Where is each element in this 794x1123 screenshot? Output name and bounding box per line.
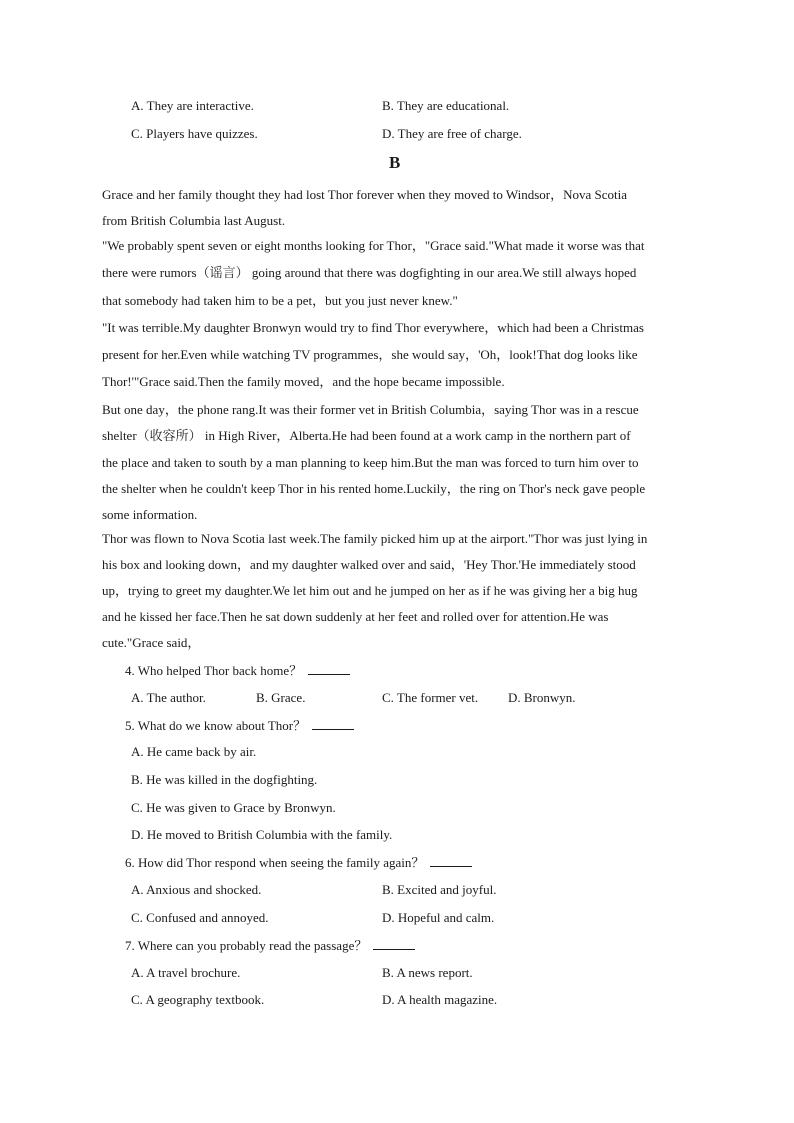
answer-blank[interactable] [312,717,354,730]
passage-line: the shelter when he couldn't keep Thor in his rented home.Luckily，the ring on Thor's neck gave people [102,481,646,496]
q6-option-a[interactable]: A. Anxious and shocked. [131,882,262,897]
q4-option-d[interactable]: D. Bronwyn. [508,690,576,705]
passage-line: "We probably spent seven or eight months looking for Thor，"Grace said."What made it worse was that [102,238,645,253]
passage-line: Thor was flown to Nova Scotia last week.The family picked him up at the airport."Thor was just lying in [102,531,648,546]
q4-option-b[interactable]: B. Grace. [256,690,306,705]
question-5-stem: 5. What do we know about Thor？ [125,718,307,733]
passage-line: that somebody had taken him to be a pet，but you just never knew." [102,293,458,308]
top-option-a: A. They are interactive. [131,98,254,113]
q5-option-d[interactable]: D. He moved to British Columbia with the family. [131,827,393,842]
passage-line: cute."Grace said， [102,635,201,650]
question-6 [125,854,472,871]
answer-blank[interactable] [308,662,350,675]
passage-line: up，trying to greet my daughter.We let him out and he jumped on her as if he was giving her a big hug [102,583,638,598]
q4-option-a[interactable]: A. The author. [131,690,206,705]
q7-option-d[interactable]: D. A health magazine. [382,992,498,1007]
passage-line: from British Columbia last August. [102,213,286,228]
q5-option-b[interactable]: B. He was killed in the dogfighting. [131,772,318,787]
answer-blank[interactable] [373,937,415,950]
q6-option-c[interactable]: C. Confused and annoyed. [131,910,269,925]
q6-option-b[interactable]: B. Excited and joyful. [382,882,497,897]
question-7-stem: 7. Where can you probably read the passage？ [125,938,368,953]
top-option-b: B. They are educational. [382,98,510,113]
passage-line: and he kissed her face.Then he sat down suddenly at her feet and rolled over for attention.He was [102,609,609,624]
q7-option-c[interactable]: C. A geography textbook. [131,992,265,1007]
passage-line: his box and looking down，and my daughter walked over and said，'Hey Thor.'He immediately stood [102,557,636,572]
q7-option-b[interactable]: B. A news report. [382,965,473,980]
answer-blank[interactable] [430,854,472,867]
question-4-stem: 4. Who helped Thor back home？ [125,663,303,678]
passage-line: some information. [102,507,198,522]
question-4 [125,662,350,679]
passage-line: Thor!'"Grace said.Then the family moved，and the hope became impossible. [102,374,505,389]
passage-line: shelter（收容所） in High River，Alberta.He had been found at a work camp in the northern part of [102,428,631,443]
question-7 [125,937,415,954]
q4-option-c[interactable]: C. The former vet. [382,690,479,705]
question-6-stem: 6. How did Thor respond when seeing the family again？ [125,855,425,870]
top-option-d: D. They are free of charge. [382,126,522,141]
passage-line: But one day，the phone rang.It was their former vet in British Columbia，saying Thor was in a rescue [102,402,639,417]
q6-option-d[interactable]: D. Hopeful and calm. [382,910,495,925]
q5-option-c[interactable]: C. He was given to Grace by Bronwyn. [131,800,336,815]
passage-line: the place and taken to south by a man planning to keep him.But the man was forced to turn him over to [102,455,639,470]
top-option-c: C. Players have quizzes. [131,126,258,141]
q7-option-a[interactable]: A. A travel brochure. [131,965,241,980]
passage-line: "It was terrible.My daughter Bronwyn would try to find Thor everywhere，which had been a Christmas [102,320,644,335]
question-5 [125,717,354,734]
passage-line: present for her.Even while watching TV programmes，she would say，'Oh，look!That dog looks like [102,347,638,362]
q5-option-a[interactable]: A. He came back by air. [131,744,257,759]
section-heading: B [389,153,401,172]
passage-line: there were rumors（谣言） going around that there was dogfighting in our area.We still always hoped [102,265,637,280]
passage-line: Grace and her family thought they had lost Thor forever when they moved to Windsor，Nova Scotia [102,187,628,202]
